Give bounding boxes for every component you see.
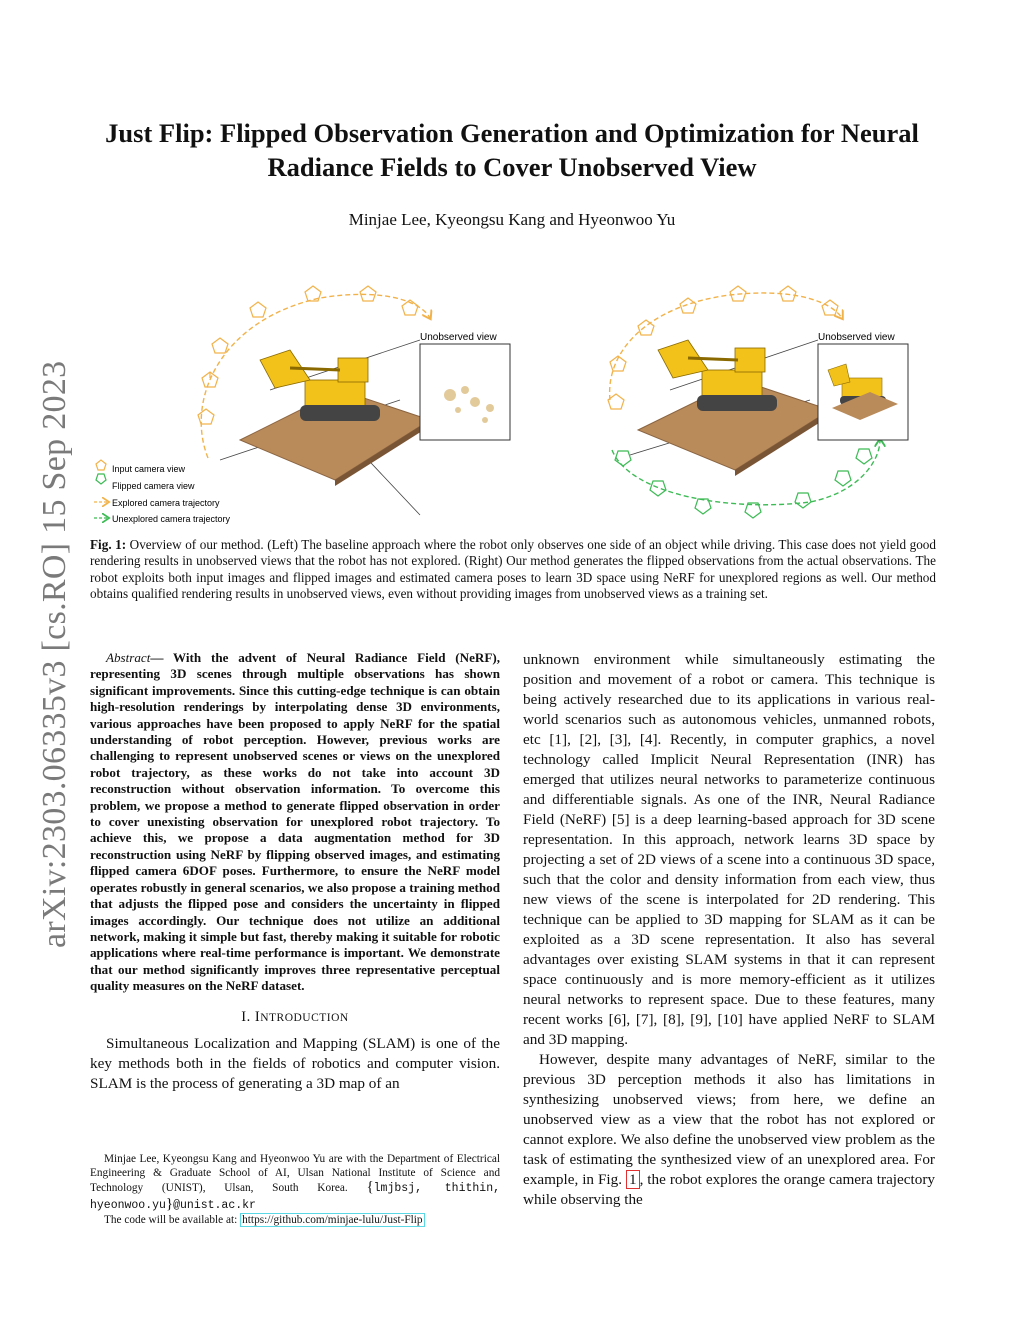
abstract bbox=[90, 650, 500, 995]
right-column bbox=[523, 650, 935, 1210]
footnote-affiliation bbox=[90, 1152, 500, 1213]
paragraph-2-text-before: However, despite many advantages of NeRF, similar to the previous 3D perception methods it also has limitations in synthesizing unobserved views; from here, we define an unobserved view as a view that the robot has not explored or cannot explore. We also define the unobserved view problem as the task of estimating the synthesized view of an unexplored area. For example, in Fig. bbox=[523, 1051, 935, 1188]
unobserved-label-left: Unobserved view bbox=[420, 332, 497, 343]
left-panel bbox=[198, 286, 510, 515]
section-heading-introduction bbox=[90, 1009, 500, 1026]
author-list: Minjae Lee, Kyeongsu Kang and Hyeonwoo Yu bbox=[348, 210, 676, 229]
flipped-camera-legend-icon bbox=[96, 474, 106, 484]
code-repository-link[interactable]: https://github.com/minjae-lulu/Just-Flip bbox=[242, 1213, 423, 1226]
footnote-affiliation-text: Minjae Lee, Kyeongsu Kang and Hyeonwoo Yu are with the Department of Electrical Engineering & Graduate School of AI, Ulsan National Institute of Science and Technology (UNIST), Ulsan, South Korea. bbox=[90, 1153, 500, 1195]
legend-unexplored-trajectory: Unexplored camera trajectory bbox=[112, 514, 231, 524]
section-title-rest: NTRODUCTION bbox=[260, 1011, 349, 1024]
footnote-code bbox=[90, 1213, 500, 1227]
figure-reference-link[interactable]: 1 bbox=[626, 1170, 640, 1189]
unobserved-label-right: Unobserved view bbox=[818, 332, 895, 343]
paragraph-2-text-after: , the robot explores the orange camera trajectory while observing the bbox=[523, 1171, 935, 1208]
abstract-dash: — bbox=[150, 650, 174, 665]
section-number: I. bbox=[241, 1008, 255, 1025]
intro-paragraph-2 bbox=[523, 1050, 935, 1210]
right-panel bbox=[608, 286, 908, 518]
arxiv-sidebar bbox=[14, 348, 73, 948]
overview-figure bbox=[90, 280, 936, 530]
footnote-email-domain: @unist.ac.kr bbox=[173, 1198, 256, 1212]
intro-paragraph-1-continued: unknown environment while simultaneously estimating the position and movement of a robot or camera. This technique is being actively researched due to its applications in various real-world scenarios such as autonomous vehicles, unmanned robots, etc [1], [2], [3], [4]. Recently, in computer graphics, a novel technology called Implicit Neural Representation (INR) has emerged that utilizes neural networks to parameterize continuous and differentiable signals. As one of the INR, Neural Radiance Field (NeRF) [5] is a deep learning-based approach for 3D scene representation. In this approach, network learns 3D space by projecting a set of 2D views of a scene into a continuous 3D space, such that the color and density information from each view, thus new views of the scene is interpolated for 2D rendering. This technique can be applied to 3D mapping for SLAM as it can be exploited as a 3D scene representation. It also has several advantages over existing SLAM systems in that it can represent space continuously and is more memory-efficient as it utilizes neural networks to represent space. Due to these features, many recent works [6], [7], [8], [9], [10] have applied NeRF to SLAM and 3D mapping. bbox=[523, 651, 935, 1048]
footnote-emails: lmjbsj, thithin, hyeonwoo.yu bbox=[90, 1182, 500, 1212]
caption-text: Overview of our method. (Left) The baseline approach where the robot only observes one side of an object while driving. This case does not yield good rendering results in unobserved views that the robot has not explored. (Right) Our method generates the flipped observations from the actual observations. The robot exploits both input images and flipped images and estimated camera poses to learn 3D space using NeRF for unexplored regions as well. Our method obtains qualified rendering results in unobserved views, even without providing images from unobserved views as a training set. bbox=[90, 537, 936, 602]
excavator-right bbox=[658, 340, 777, 411]
figure-legend bbox=[94, 460, 231, 524]
legend-flipped-camera: Flipped camera view bbox=[112, 481, 195, 491]
section-title-initial: I bbox=[254, 1008, 261, 1025]
left-column bbox=[90, 650, 500, 1094]
title-line-2: Radiance Fields to Cover Unobserved View bbox=[267, 152, 757, 182]
email-close-brace: } bbox=[165, 1195, 174, 1212]
input-camera-legend-icon bbox=[96, 460, 106, 470]
excavator-left bbox=[260, 350, 380, 421]
author-footnote bbox=[90, 1152, 500, 1227]
legend-explored-trajectory: Explored camera trajectory bbox=[112, 498, 220, 508]
code-availability-text: The code will be available at: bbox=[104, 1213, 241, 1226]
arxiv-identifier: arXiv:2303.06335v3 [cs.RO] 15 Sep 2023 bbox=[36, 360, 73, 948]
abstract-label: Abstract bbox=[106, 650, 151, 665]
paper-title bbox=[80, 116, 944, 184]
caption-label: Fig. 1: bbox=[90, 537, 127, 552]
intro-paragraph-1: Simultaneous Localization and Mapping (SLAM) is one of the key methods both in the fields of robotics and computer vision. SLAM is the process of generating a 3D map of an bbox=[90, 1034, 500, 1092]
abstract-text: With the advent of Neural Radiance Field (NeRF), representing 3D scenes through multiple observations has shown significant improvements. Since this cutting-edge technique is can obtain high-resolution renderings by interpolating dense 3D environments, various approaches have been proposed to apply NeRF for the spatial understanding of robot perception. However, previous works are challenging to represent unobserved scenes or views on the unexplored robot trajectory, as these works do not take into account 3D reconstruction without observation information. To overcome this problem, we propose a method to generate flipped observation in order to cover unexisting observation for unexplored robot trajectory. To achieve this, we propose a data augmentation method for 3D reconstruction using NeRF by flipping observed images, and estimating flipped camera 6DOF poses. Furthermore, to ensure the NeRF model operates robustly in general scenarios, we also propose a training method that adjusts the flipped pose and considers the uncertainty in flipped images accordingly. Our technique does not utilize an additional network, making it simple but fast, thereby making it suitable for robotic applications where real-time performance is important. We demonstrate that our method significantly improves three representative perceptual quality measures on the NeRF dataset. bbox=[90, 650, 500, 994]
legend-input-camera: Input camera view bbox=[112, 464, 186, 474]
title-line-1: Just Flip: Flipped Observation Generation and Optimization for Neural bbox=[105, 118, 919, 148]
figure-caption bbox=[90, 537, 936, 603]
email-open-brace: { bbox=[366, 1179, 374, 1196]
